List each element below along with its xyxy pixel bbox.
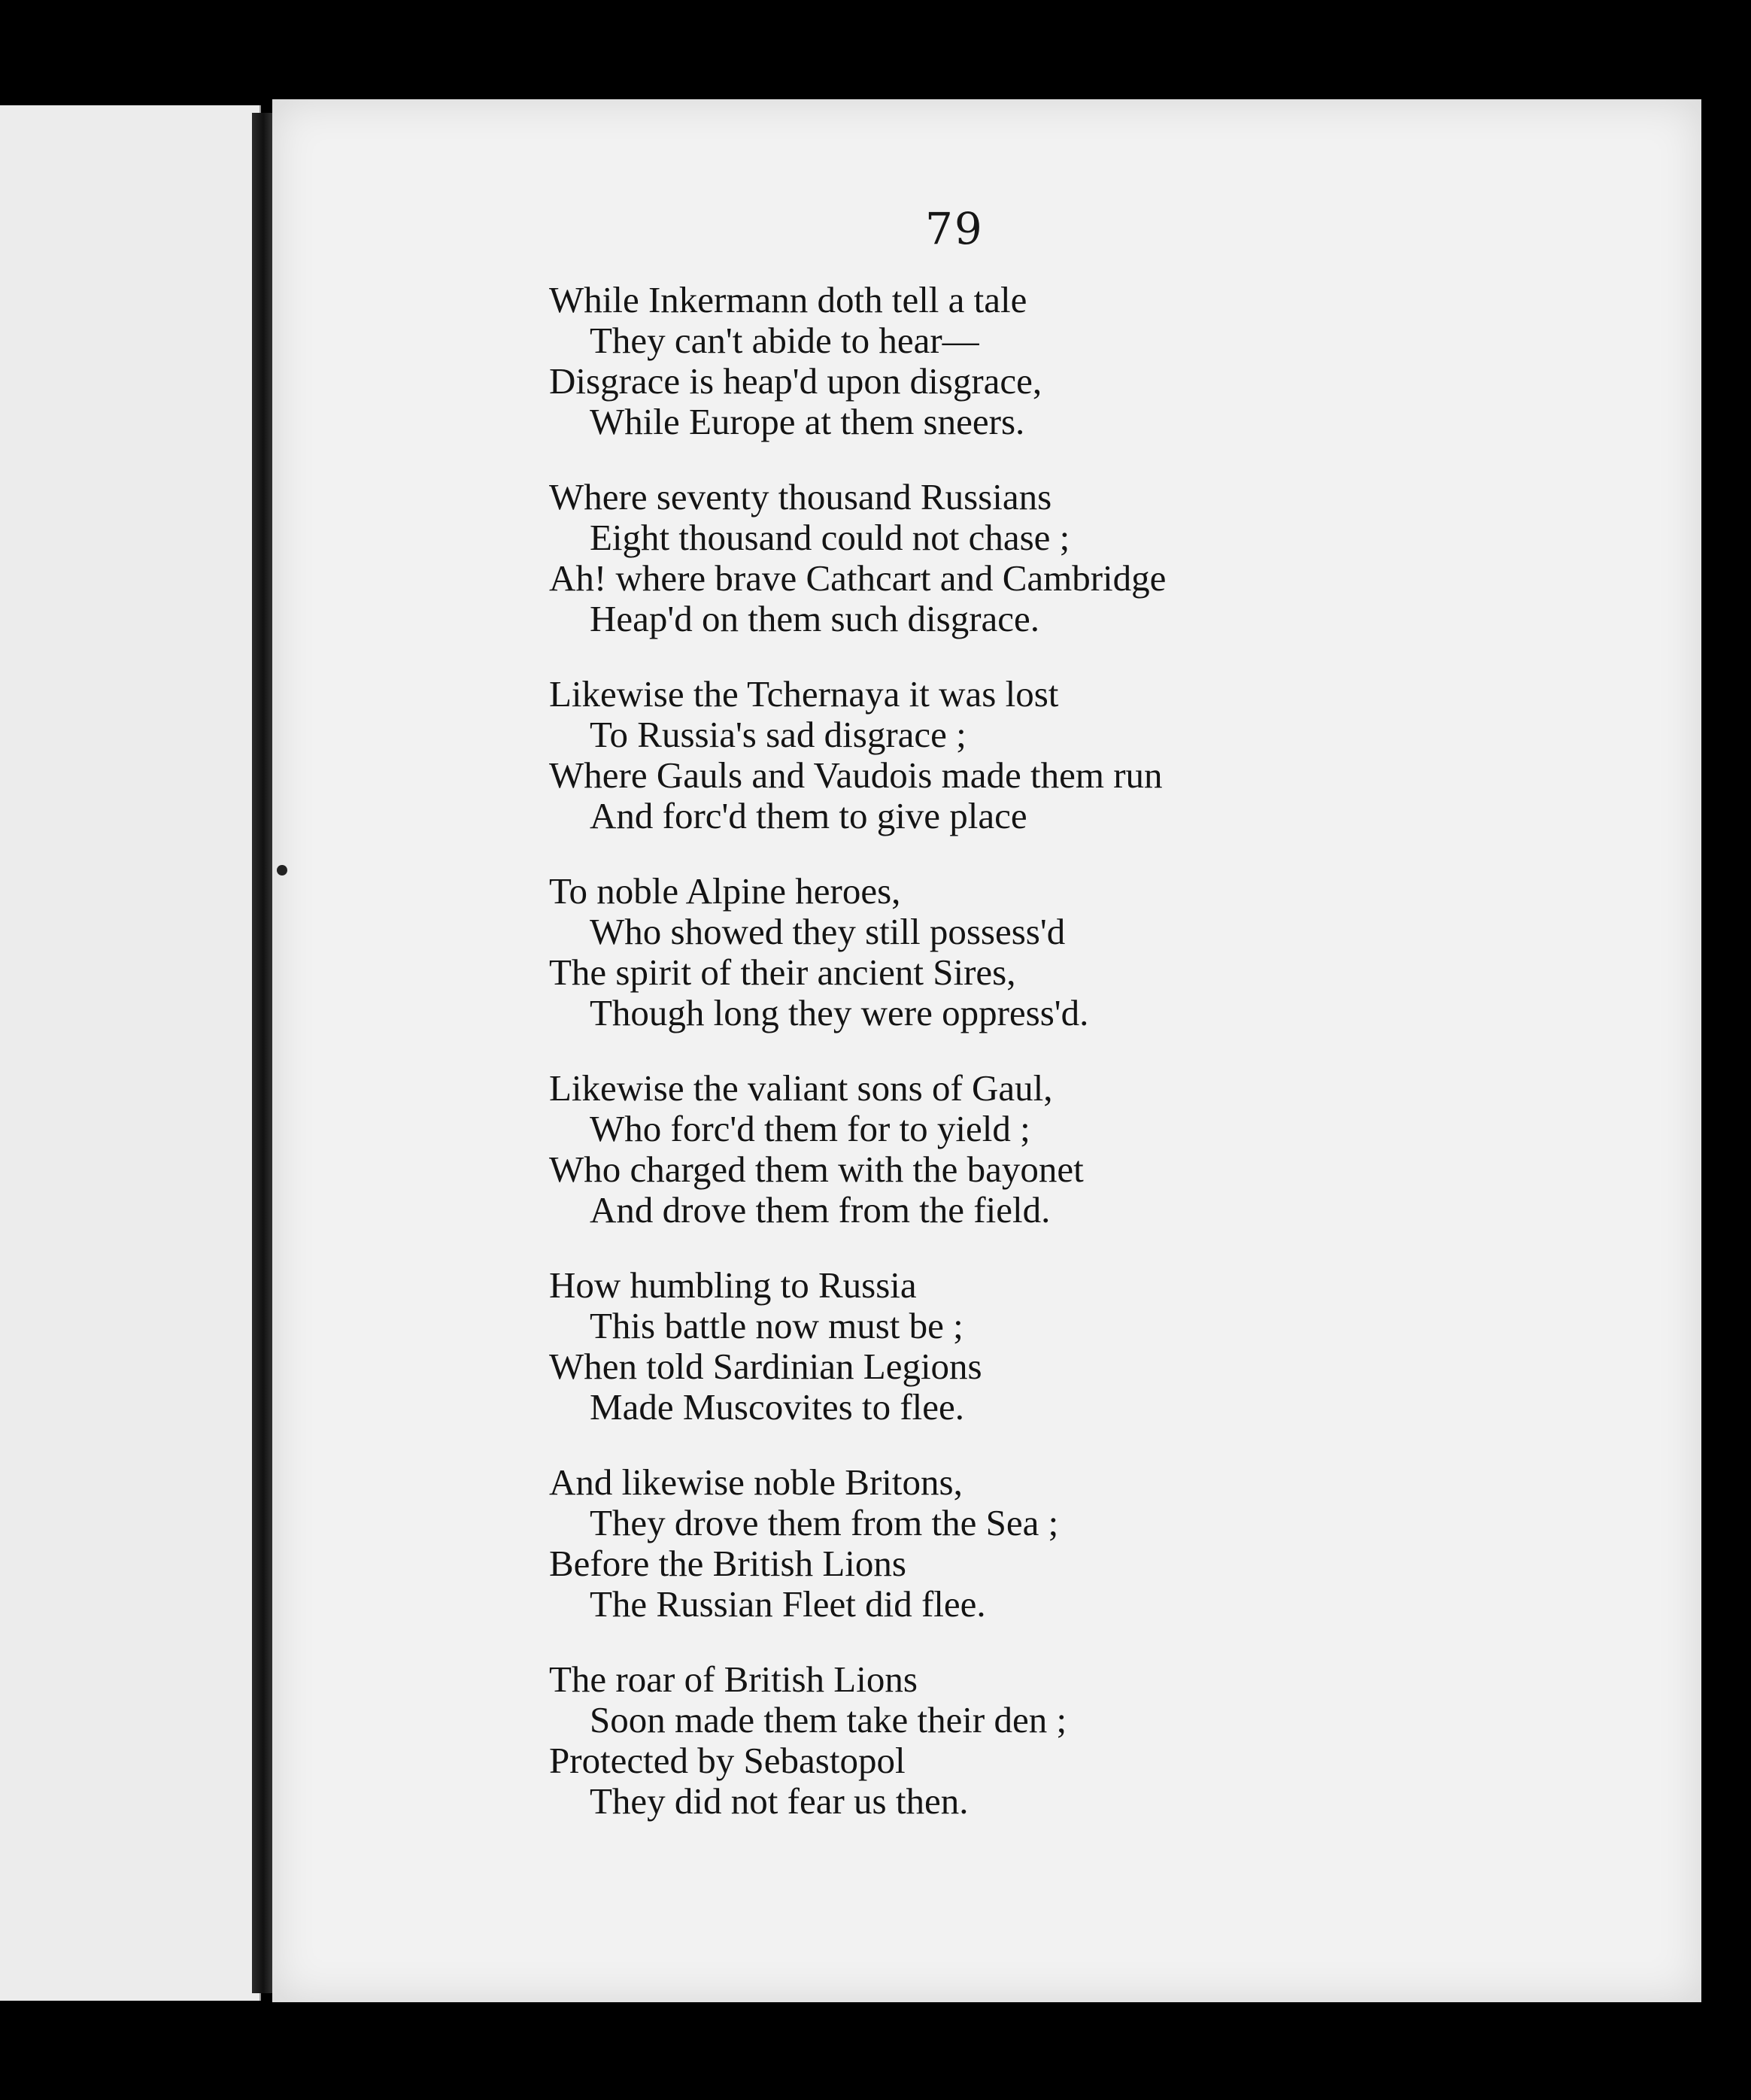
poem-line: And forc'd them to give place [590,795,1027,836]
stanza [549,674,1376,836]
poem-line: Where Gauls and Vaudois made them run [549,754,1163,796]
poem-line: This battle now must be ; [590,1305,964,1346]
poem-line: Protected by Sebastopol [549,1740,906,1781]
poem-line: Where seventy thousand Russians [549,476,1052,517]
poem-line: Heap'd on them such disgrace. [590,598,1040,639]
poem-line: Soon made them take their den ; [590,1699,1067,1740]
poem-line: To Russia's sad disgrace ; [590,714,967,755]
poem-line: To noble Alpine heroes, [549,870,901,912]
poem-line: And drove them from the field. [590,1189,1051,1231]
stanza [549,871,1376,1033]
poem-line: When told Sardinian Legions [549,1346,982,1387]
stanza [549,1265,1376,1428]
poem-line: They drove them from the Sea ; [590,1502,1059,1543]
poem-body [549,280,1376,1822]
poem-line: Likewise the valiant sons of Gaul, [549,1067,1053,1109]
poem-line: The Russian Fleet did flee. [590,1583,986,1625]
poem-line: Before the British Lions [549,1543,906,1584]
poem-line: While Europe at them sneers. [590,401,1025,442]
poem-line: Ah! where brave Cathcart and Cambridge [549,557,1167,599]
poem-line: Disgrace is heap'd upon disgrace, [549,360,1042,402]
page-number: 79 [925,203,984,254]
stanza [549,280,1376,442]
stanza [549,477,1376,639]
poem-line: And likewise noble Britons, [549,1461,963,1503]
poem-line: How humbling to Russia [549,1264,917,1306]
poem-line: The roar of British Lions [549,1658,918,1700]
poem-line: Eight thousand could not chase ; [590,517,1070,558]
left-page-edge [0,105,261,2001]
poem-line: While Inkermann doth tell a tale [549,279,1027,320]
poem-line: Though long they were oppress'd. [590,992,1089,1033]
poem-line: Likewise the Tchernaya it was lost [549,673,1059,715]
binding-hole-mark [277,865,287,876]
poem-line: They can't abide to hear— [590,320,979,361]
stanza [549,1068,1376,1231]
book-spine [252,113,275,1993]
stanza [549,1659,1376,1822]
poem-line: Who charged them with the bayonet [549,1149,1084,1190]
poem-line: They did not fear us then. [590,1780,969,1822]
poem-line: The spirit of their ancient Sires, [549,951,1016,993]
poem-line: Who showed they still possess'd [590,911,1066,952]
stanza [549,1462,1376,1625]
poem-line: Made Muscovites to flee. [590,1386,965,1428]
poem-line: Who forc'd them for to yield ; [590,1108,1030,1149]
